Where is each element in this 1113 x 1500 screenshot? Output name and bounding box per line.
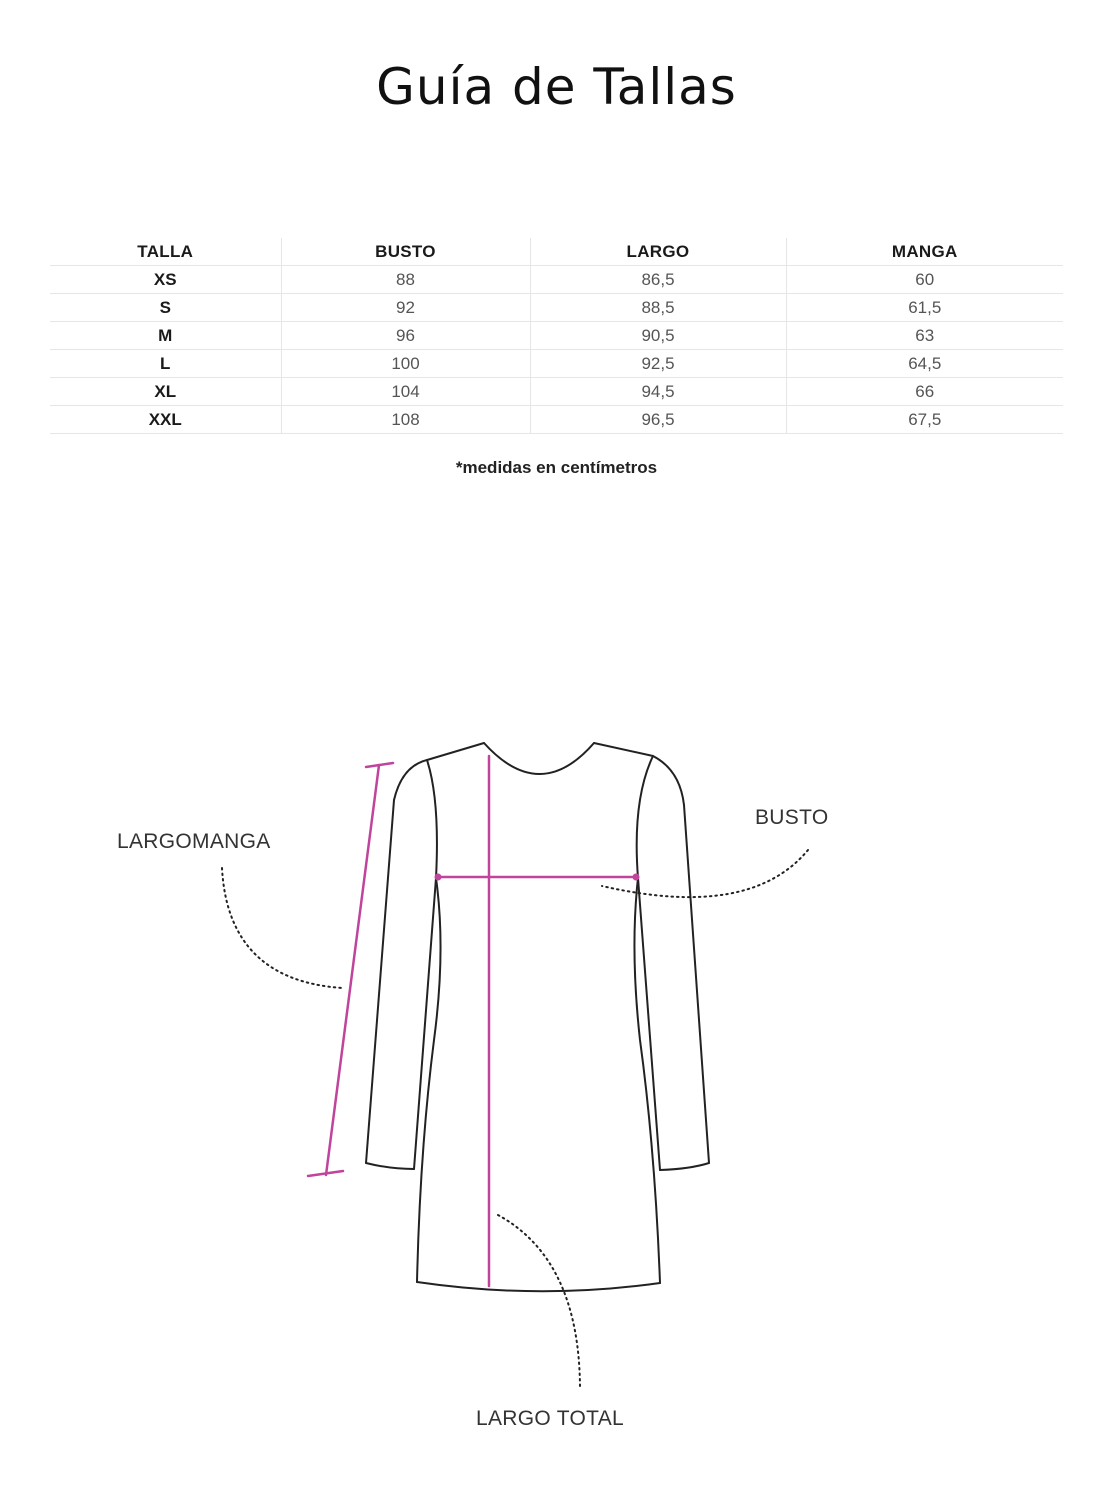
manga-cell: 63 [786,322,1063,350]
largo-cell: 88,5 [530,294,786,322]
measurement-note: *medidas en centímetros [455,458,658,477]
largo-cell: 90,5 [530,322,786,350]
manga-cell: 66 [786,378,1063,406]
header-busto: BUSTO [281,238,530,266]
largo-cell: 94,5 [530,378,786,406]
header-manga: MANGA [786,238,1063,266]
total-length-label: LARGO TOTAL [476,1407,625,1430]
largo-cell: 86,5 [530,266,786,294]
length-leader [498,1215,580,1390]
header-talla: TALLA [50,238,281,266]
bust-left-point [435,874,442,881]
size-cell: XL [50,378,281,406]
leader-lines [222,850,808,1390]
size-cell: L [50,350,281,378]
busto-cell: 92 [281,294,530,322]
sleeve-length-line [326,765,379,1175]
left-cuff [366,1163,414,1169]
busto-cell: 100 [281,350,530,378]
busto-cell: 96 [281,322,530,350]
sleeve-length-label: LARGOMANGA [117,830,271,853]
hem [417,1282,660,1291]
header-largo: LARGO [530,238,786,266]
bust-leader [602,850,808,897]
right-cuff [660,1163,709,1170]
busto-cell: 88 [281,266,530,294]
size-cell: XXL [50,406,281,434]
size-cell: M [50,322,281,350]
size-cell: S [50,294,281,322]
busto-cell: 104 [281,378,530,406]
left-sleeve-inner [414,760,437,1169]
left-shoulder [394,743,484,800]
left-sleeve-outer [366,800,394,1163]
manga-cell: 64,5 [786,350,1063,378]
neckline [484,743,594,774]
manga-cell: 61,5 [786,294,1063,322]
page-title: Guía de Tallas [376,58,737,116]
bust-label: BUSTO [755,806,829,829]
manga-cell: 60 [786,266,1063,294]
right-body-side [634,878,660,1283]
measurement-lines [308,756,636,1286]
right-shoulder [594,743,684,805]
sleeve-leader [222,868,342,988]
manga-cell: 67,5 [786,406,1063,434]
busto-cell: 108 [281,406,530,434]
bust-right-point [633,874,640,881]
largo-cell: 92,5 [530,350,786,378]
right-sleeve-outer [684,805,709,1163]
largo-cell: 96,5 [530,406,786,434]
size-cell: XS [50,266,281,294]
dress-outline [366,743,709,1291]
